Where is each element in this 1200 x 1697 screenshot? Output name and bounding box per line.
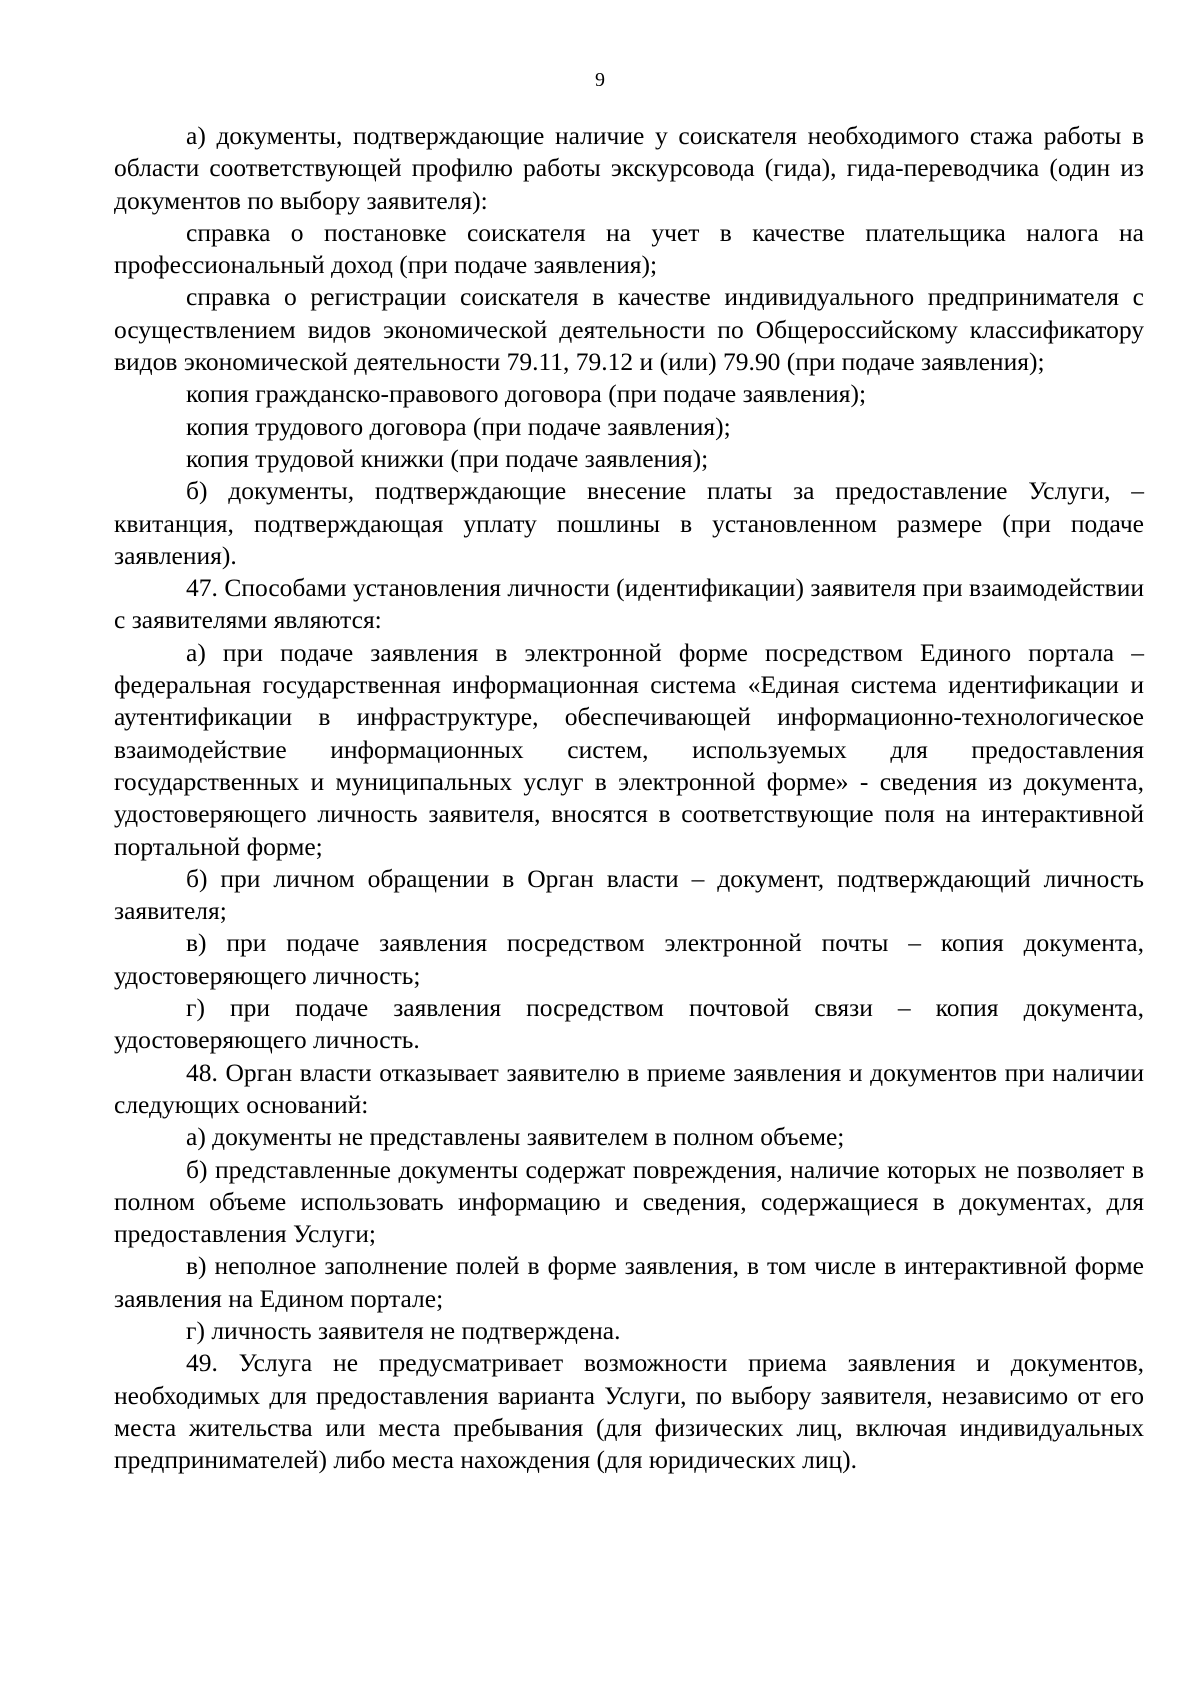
paragraph-payment-documents: б) документы, подтверждающие внесение платы за предоставление Услуги, – квитанция, подтверждающая уплату пошлины в установленном размере (при подаче заявления). [114, 476, 1144, 570]
paragraph-48b-damaged-documents: б) представленные документы содержат повреждения, наличие которых не позволяет в полном объеме использовать информацию и сведения, содержащиеся в документах, для предоставления Услуги; [114, 1154, 1144, 1249]
paragraph-47b-personal-visit: б) при личном обращении в Орган власти – документ, подтверждающий личность заявителя; [114, 863, 1144, 926]
document-body [114, 120, 1144, 1476]
paragraph-documents-work-experience: а) документы, подтверждающие наличие у соискателя необходимого стажа работы в области соответствующей профилю работы экскурсовода (гида), гида-переводчика (один из документов по выбору заявителя): [114, 121, 1144, 215]
paragraph-work-book-copy: копия трудовой книжки (при подаче заявления); [186, 443, 709, 473]
paragraph-48-refusal-grounds: 48. Орган власти отказывает заявителю в приеме заявления и документов при наличии следующих оснований: [114, 1057, 1144, 1119]
paragraph-47c-email: в) при подаче заявления посредством электронной почты – копия документа, удостоверяющего личность; [114, 928, 1144, 990]
page-number: 9 [595, 69, 605, 91]
paragraph-48c-incomplete-form: в) неполное заполнение полей в форме заявления, в том числе в интерактивной форме заявления на Едином портале; [114, 1251, 1144, 1313]
paragraph-47-identification-methods: 47. Способами установления личности (идентификации) заявителя при взаимодействии с заявителями являются: [114, 573, 1144, 635]
paragraph-civil-contract-copy: копия гражданско-правового договора (при подаче заявления); [186, 379, 867, 409]
paragraph-tax-registration-certificate: справка о постановке соискателя на учет в качестве плательщика налога на профессиональный доход (при подаче заявления); [114, 217, 1144, 280]
paragraph-49-extraterritorial: 49. Услуга не предусматривает возможности приема заявления и документов, необходимых для предоставления варианта Услуги, по выбору заявителя, независимо от его места жительства или места пребывания (для физических лиц, включая индивидуальных предпринимателей) либо места нахождения (для юридических лиц). [114, 1348, 1144, 1475]
paragraph-47a-electronic-form: а) при подаче заявления в электронной форме посредством Единого портала – федеральная государственная информационная система «Единая система идентификации и аутентификации в инфраструктуре, обеспечивающей информационно-технологическое взаимодействие информационных систем, используемых для предоставления государственных и муниципальных услуг в электронной форме» - сведения из документа, удостоверяющего личность заявителя, вносятся в соответствующие поля на интерактивной портальной форме; [114, 637, 1144, 861]
paragraph-labor-contract-copy: копия трудового договора (при подаче заявления); [186, 411, 731, 441]
paragraph-entrepreneur-registration-certificate: справка о регистрации соискателя в качестве индивидуального предпринимателя с осуществлением видов экономической деятельности по Общероссийскому классификатору видов экономической деятельности 79.11, 79.12 и (или) 79.90 (при подаче заявления); [114, 282, 1144, 377]
paragraph-48a-incomplete-documents: а) документы не представлены заявителем в полном объеме; [186, 1122, 845, 1152]
paragraph-48d-identity-not-confirmed: г) личность заявителя не подтверждена. [186, 1315, 621, 1345]
paragraph-47d-postal: г) при подаче заявления посредством почтовой связи – копия документа, удостоверяющего личность. [114, 993, 1144, 1055]
